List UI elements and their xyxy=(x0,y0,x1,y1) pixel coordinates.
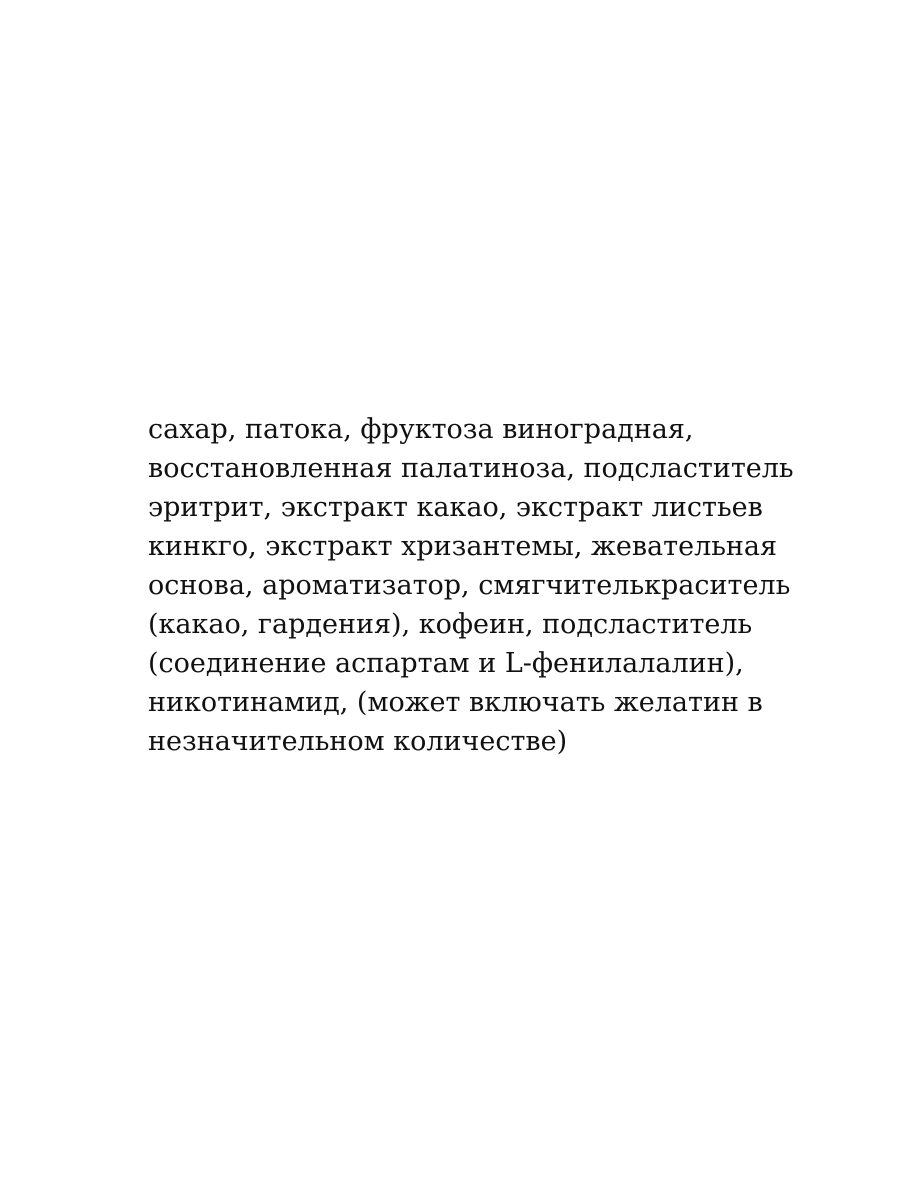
ingredients-line: эритрит, экстракт какао, экстракт листьев xyxy=(148,492,763,523)
ingredients-line: восстановленная палатиноза, подсластитель xyxy=(148,453,794,484)
ingredients-line: (какао, гардения), кофеин, подсластитель xyxy=(148,609,753,640)
ingredients-line: никотинамид, (может включать желатин в xyxy=(148,687,763,718)
ingredients-line: (соединение аспартам и L-фенилалалин), xyxy=(148,648,744,679)
ingredients-text xyxy=(148,410,828,761)
ingredients-line: основа, ароматизатор, смягчителькраситель xyxy=(148,570,791,601)
ingredients-line: сахар, патока, фруктоза виноградная, xyxy=(148,414,694,445)
ingredients-line: незначительном количестве) xyxy=(148,726,568,757)
ingredients-line: кинкго, экстракт хризантемы, жевательная xyxy=(148,531,778,562)
